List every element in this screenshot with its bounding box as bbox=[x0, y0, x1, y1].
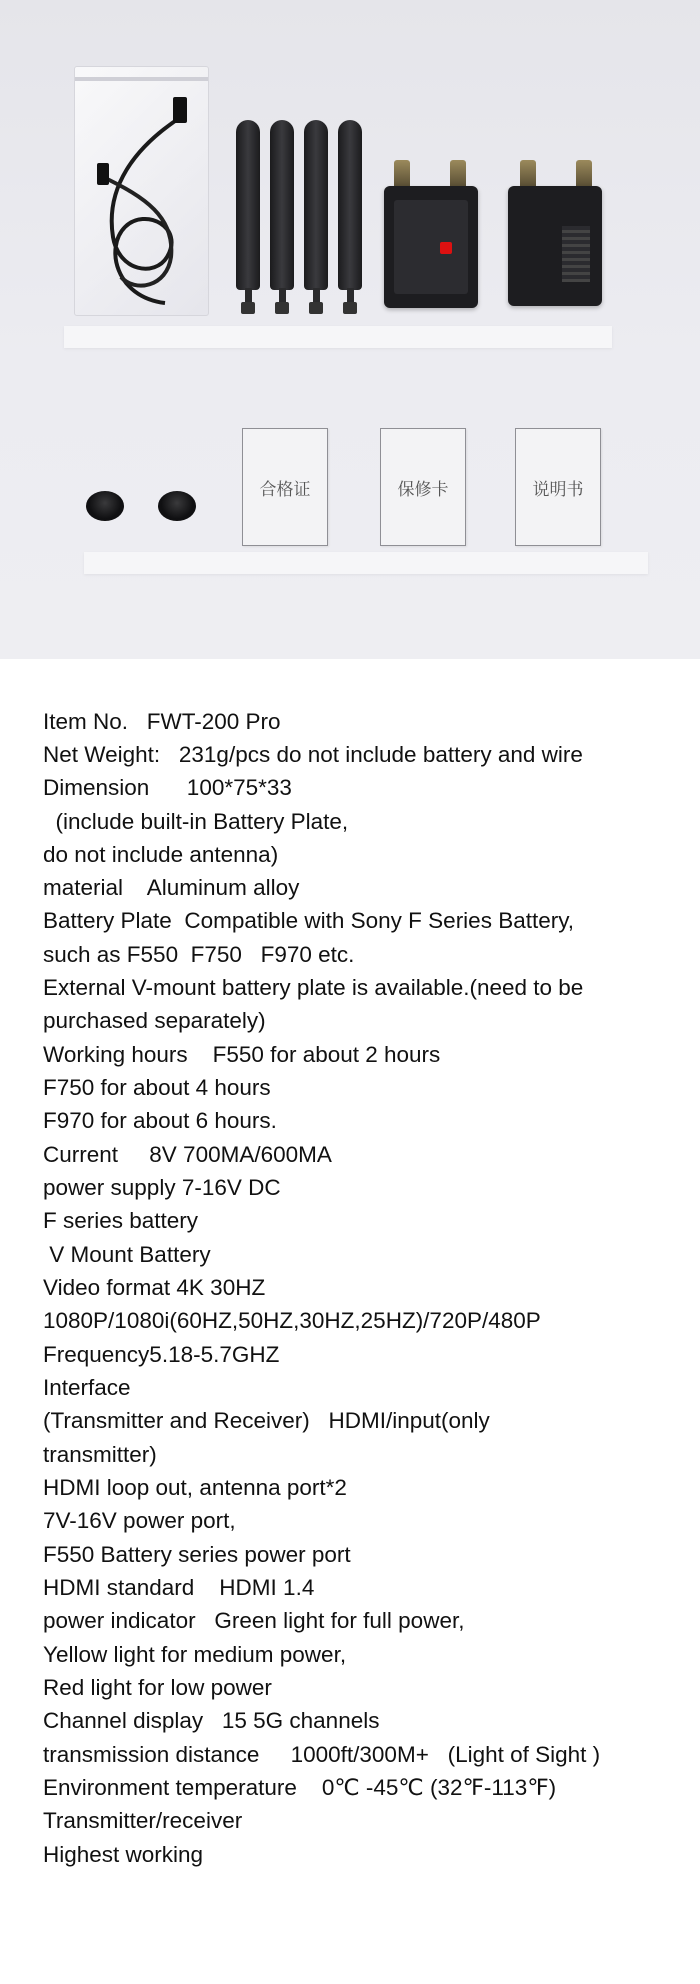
spec-channel-display: Channel display 15 5G channels bbox=[43, 1708, 380, 1733]
certificate-card bbox=[242, 428, 328, 546]
receiver-antenna-port-left bbox=[520, 160, 536, 186]
transmitter-antenna-port-left bbox=[394, 160, 410, 186]
receiver-antenna-port-right bbox=[576, 160, 592, 186]
vent-grille bbox=[562, 226, 590, 282]
spec-battery-plate: Battery Plate Compatible with Sony F Series Battery, bbox=[43, 908, 575, 933]
spec-hdmi-standard: HDMI standard HDMI 1.4 bbox=[43, 1575, 315, 1600]
rubber-foot-right bbox=[158, 491, 196, 521]
spec-frequency: Frequency5.18-5.7GHZ bbox=[43, 1342, 280, 1367]
rubber-foot-left bbox=[86, 491, 124, 521]
spec-working-hours-f970: F970 for about 6 hours. bbox=[43, 1108, 277, 1133]
receiver-front bbox=[508, 186, 602, 306]
spec-power-indicator-yellow: Yellow light for medium power, bbox=[43, 1642, 347, 1667]
manual-card bbox=[515, 428, 601, 546]
antenna-1-base bbox=[241, 302, 255, 314]
spec-hdmi-loop-out: HDMI loop out, antenna port*2 bbox=[43, 1475, 347, 1500]
spec-transmitter-receiver: Transmitter/receiver bbox=[43, 1808, 243, 1833]
spec-environment-temperature: Environment temperature 0℃ -45℃ (32℉-113℉) bbox=[43, 1775, 557, 1800]
spec-working-hours: Working hours F550 for about 2 hours bbox=[43, 1042, 441, 1067]
antenna-3-base bbox=[309, 302, 323, 314]
spec-interface: Interface bbox=[43, 1375, 131, 1400]
spec-item-no: Item No. FWT-200 Pro bbox=[43, 709, 281, 734]
hdmi-cable-icon bbox=[75, 67, 208, 315]
spec-vmount-note-2: purchased separately) bbox=[43, 1008, 266, 1033]
display-shelf-bottom bbox=[84, 552, 648, 574]
battery-plate bbox=[394, 200, 468, 294]
spec-material: material Aluminum alloy bbox=[43, 875, 300, 900]
warranty-card bbox=[380, 428, 466, 546]
spec-dimension: Dimension 100*75*33 bbox=[43, 775, 292, 800]
display-shelf-top bbox=[64, 326, 612, 348]
spec-battery-plate-models: such as F550 F750 F970 etc. bbox=[43, 942, 355, 967]
spec-vmount-note-1: External V-mount battery plate is available.(need to be bbox=[43, 975, 584, 1000]
antenna-4 bbox=[338, 120, 362, 290]
spec-power-supply: power supply 7-16V DC bbox=[43, 1175, 281, 1200]
battery-release-button bbox=[440, 242, 452, 254]
spec-dimension-note-2: do not include antenna) bbox=[43, 842, 279, 867]
spec-transmission-distance: transmission distance 1000ft/300M+ (Light of Sight ) bbox=[43, 1742, 601, 1767]
transmitter-antenna-port-right bbox=[450, 160, 466, 186]
manual-card-label: 说明书 bbox=[532, 479, 584, 500]
antenna-2 bbox=[270, 120, 294, 290]
spec-f-series-battery: F series battery bbox=[43, 1208, 199, 1233]
spec-power-indicator-red: Red light for low power bbox=[43, 1675, 272, 1700]
bag-seal bbox=[75, 77, 208, 81]
spec-dimension-note-1: (include built-in Battery Plate, bbox=[43, 809, 349, 834]
certificate-card-label: 合格证 bbox=[259, 479, 311, 500]
antenna-1 bbox=[236, 120, 260, 290]
spec-power-indicator: power indicator Green light for full power, bbox=[43, 1608, 465, 1633]
spec-video-resolutions: 1080P/1080i(60HZ,50HZ,30HZ,25HZ)/720P/480P bbox=[43, 1308, 541, 1333]
spec-net-weight: Net Weight: 231g/pcs do not include battery and wire bbox=[43, 742, 583, 767]
spec-interface-hdmi: (Transmitter and Receiver) HDMI/input(only bbox=[43, 1408, 490, 1433]
antenna-3 bbox=[304, 120, 328, 290]
spec-power-port: 7V-16V power port, bbox=[43, 1508, 236, 1533]
spec-working-hours-f750: F750 for about 4 hours bbox=[43, 1075, 271, 1100]
spec-current: Current 8V 700MA/600MA bbox=[43, 1142, 332, 1167]
hdmi-cable-bag bbox=[74, 66, 209, 316]
antenna-4-base bbox=[343, 302, 357, 314]
antenna-2-base bbox=[275, 302, 289, 314]
transmitter-back bbox=[384, 186, 478, 308]
warranty-card-label: 保修卡 bbox=[397, 479, 449, 500]
spec-battery-power-port: F550 Battery series power port bbox=[43, 1542, 351, 1567]
product-photo bbox=[0, 0, 700, 659]
spec-v-mount-battery: V Mount Battery bbox=[43, 1242, 211, 1267]
spec-interface-transmitter: transmitter) bbox=[43, 1442, 157, 1467]
spec-video-format: Video format 4K 30HZ bbox=[43, 1275, 266, 1300]
spec-highest-working: Highest working bbox=[43, 1842, 204, 1867]
